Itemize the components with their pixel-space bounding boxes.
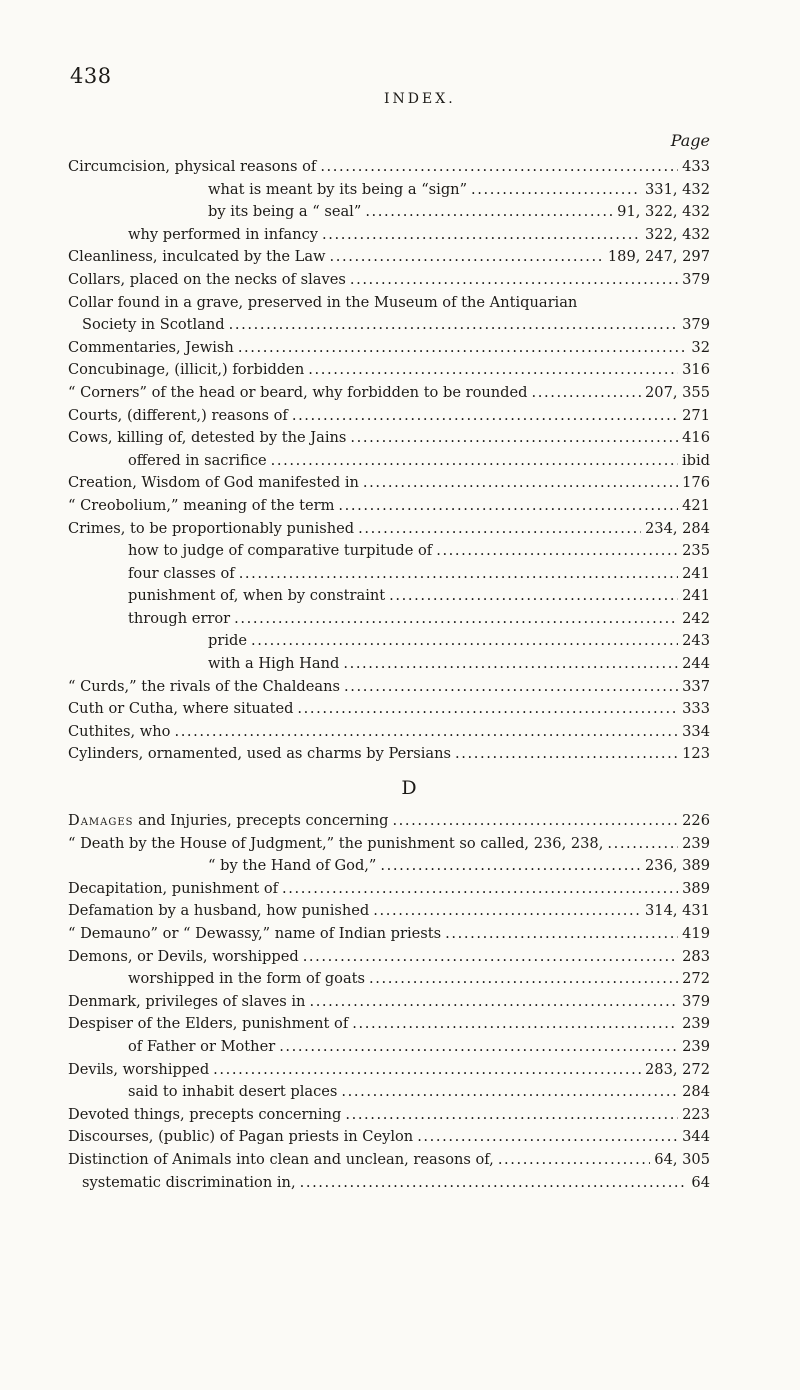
entry-pages: 334: [682, 722, 710, 740]
leader-dots: [297, 698, 678, 721]
section-c: [68, 156, 710, 766]
entry-text: Distinction of Animals into clean and unclean, reasons of,: [68, 1150, 494, 1168]
leader-dots: [309, 991, 678, 1014]
entry-text: Cleanliness, inculcated by the Law: [68, 248, 326, 266]
running-head: INDEX.: [384, 91, 456, 107]
entry-text: four classes of: [128, 564, 235, 582]
leader-dots: [373, 900, 641, 923]
index-entry: [68, 878, 710, 901]
leader-dots: [607, 833, 678, 856]
entry-text: Devils, worshipped: [68, 1060, 210, 1078]
leader-dots: [350, 269, 678, 292]
entry-text: Demons, or Devils, worshipped: [68, 947, 299, 965]
entry-pages: 283, 272: [645, 1060, 710, 1078]
leader-dots: [350, 427, 678, 450]
entry-text: Cows, killing of, detested by the Jains: [68, 429, 347, 447]
entry-text: pride: [208, 632, 247, 650]
index-entry: [68, 495, 710, 518]
entry-text: “ Creobolium,” meaning of the term: [68, 496, 335, 514]
entry-text: what is meant by its being a “sign”: [208, 180, 468, 198]
entry-pages: 239: [682, 1037, 710, 1055]
entry-pages: 379: [682, 992, 710, 1010]
entry-pages: 32: [691, 338, 710, 356]
entry-pages: 64: [691, 1173, 710, 1191]
leader-dots: [389, 585, 678, 608]
leader-dots: [292, 405, 678, 428]
index-entry: [68, 1059, 710, 1082]
index-entries: [68, 156, 710, 1194]
index-entry: [68, 968, 710, 991]
index-entry: [68, 427, 710, 450]
entry-text: how to judge of comparative turpitude of: [128, 542, 433, 560]
index-entry: [68, 1104, 710, 1127]
index-entry: [68, 246, 710, 269]
index-entry: [68, 292, 710, 315]
entry-pages: 64, 305: [654, 1150, 710, 1168]
leader-dots: [343, 653, 678, 676]
section-letter-d: D: [401, 777, 417, 800]
entry-head-word: Damages: [68, 812, 134, 830]
leader-dots: [531, 382, 641, 405]
index-entry: [68, 1172, 710, 1195]
entry-text: said to inhabit desert places: [128, 1083, 338, 1101]
leader-dots: [234, 608, 678, 631]
entry-text: Cuth or Cutha, where situated: [68, 700, 294, 718]
entry-text: Decapitation, punishment of: [68, 879, 279, 897]
index-entry: [68, 201, 710, 224]
entry-pages: 389: [682, 879, 710, 897]
entry-text: of Father or Mother: [128, 1037, 276, 1055]
entry-pages: 379: [682, 316, 710, 334]
entry-pages: 223: [682, 1105, 710, 1123]
entry-pages: 241: [682, 564, 710, 582]
leader-dots: [365, 201, 613, 224]
entry-pages: 314, 431: [645, 902, 710, 920]
entry-pages: 244: [682, 655, 710, 673]
index-entry: [68, 630, 710, 653]
leader-dots: [282, 878, 678, 901]
entry-text: Cylinders, ornamented, used as charms by Persians: [68, 745, 452, 763]
entry-text: Defamation by a husband, how punished: [68, 902, 370, 920]
entry-text: Society in Scotland: [82, 316, 225, 334]
entry-text: through error: [128, 609, 231, 627]
entry-pages: 242: [682, 609, 710, 627]
leader-dots: [320, 156, 678, 179]
index-entry: [68, 337, 710, 360]
leader-dots: [174, 721, 678, 744]
entry-pages: 337: [682, 677, 710, 695]
entry-pages: 272: [682, 970, 710, 988]
entry-text: Collar found in a grave, preserved in the Museum of the Antiquarian: [68, 293, 578, 311]
entry-text: Cuthites, who: [68, 722, 171, 740]
leader-dots: [341, 1081, 678, 1104]
index-entry: [68, 156, 710, 179]
index-entry: [68, 563, 710, 586]
index-entry: [68, 179, 710, 202]
entry-text: Denmark, privileges of slaves in: [68, 992, 306, 1010]
leader-dots: [322, 224, 641, 247]
entry-text: Devoted things, precepts concerning: [68, 1105, 342, 1123]
entry-pages: 235: [682, 542, 710, 560]
leader-dots: [239, 563, 678, 586]
index-entry: [68, 721, 710, 744]
index-entry: [68, 359, 710, 382]
entry-pages: 236, 389: [645, 857, 710, 875]
index-entry: [68, 1126, 710, 1149]
entry-text: systematic discrimination in,: [82, 1173, 296, 1191]
index-entry: [68, 540, 710, 563]
entry-pages: 316: [682, 361, 710, 379]
entry-pages: 379: [682, 270, 710, 288]
leader-dots: [279, 1036, 678, 1059]
entry-pages: 416: [682, 429, 710, 447]
leader-dots: [330, 246, 604, 269]
entry-text: “ Curds,” the rivals of the Chaldeans: [68, 677, 341, 695]
index-entry: [68, 698, 710, 721]
entry-pages: 344: [682, 1128, 710, 1146]
leader-dots: [303, 946, 678, 969]
entry-text: worshipped in the form of goats: [128, 970, 366, 988]
index-entry: [68, 608, 710, 631]
entry-text: “ Death by the House of Judgment,” the punishment so called, 236, 238,: [68, 834, 604, 852]
index-entry: [68, 653, 710, 676]
entry-pages: ibid: [681, 451, 710, 469]
entry-pages: 331, 432: [645, 180, 710, 198]
entry-pages: 234, 284: [645, 519, 710, 537]
leader-dots: [300, 1172, 688, 1195]
entry-text: Creation, Wisdom of God manifested in: [68, 474, 359, 492]
entry-pages: 176: [682, 474, 710, 492]
index-entry: [68, 923, 710, 946]
index-entry: [68, 833, 710, 856]
index-entry: [68, 946, 710, 969]
page-number: 438: [70, 64, 112, 88]
index-entry: [68, 900, 710, 923]
entry-pages: 241: [682, 587, 710, 605]
index-entry: [68, 224, 710, 247]
leader-dots: [213, 1059, 641, 1082]
index-entry: [68, 676, 710, 699]
entry-pages: 283: [682, 947, 710, 965]
leader-dots: [358, 518, 641, 541]
entry-text: offered in sacrifice: [128, 451, 267, 469]
entry-text: punishment of, when by constraint: [128, 587, 386, 605]
leader-dots: [455, 743, 678, 766]
index-entry: [68, 314, 710, 337]
section-d: [68, 833, 710, 1195]
entry-pages: 123: [682, 745, 710, 763]
index-entry: [68, 855, 710, 878]
leader-dots: [380, 855, 641, 878]
page-column-label: Page: [670, 131, 710, 150]
entry-text: Crimes, to be proportionably punished: [68, 519, 355, 537]
entry-text: Despiser of the Elders, punishment of: [68, 1015, 349, 1033]
leader-dots: [417, 1126, 678, 1149]
entry-text: Courts, (different,) reasons of: [68, 406, 288, 424]
entry-text: Concubinage, (illicit,) forbidden: [68, 361, 305, 379]
entry-pages: 333: [682, 700, 710, 718]
entry-text: “ Corners” of the head or beard, why forbidden to be rounded: [68, 383, 528, 401]
entry-pages: 207, 355: [645, 383, 710, 401]
entry-text: Collars, placed on the necks of slaves: [68, 270, 346, 288]
entry-pages: 322, 432: [645, 225, 710, 243]
index-entry: [68, 450, 710, 473]
leader-dots: [369, 968, 678, 991]
entry-text-rest: and Injuries, precepts concerning: [133, 812, 389, 830]
leader-dots: [363, 472, 678, 495]
entry-pages: 421: [682, 496, 710, 514]
entry-text: Discourses, (public) of Pagan priests in Ceylon: [68, 1128, 414, 1146]
entry-pages: 433: [682, 158, 710, 175]
leader-dots: [344, 676, 678, 699]
leader-dots: [308, 359, 678, 382]
entry-pages: 419: [682, 925, 710, 942]
index-entry: [68, 472, 710, 495]
index-entry: [68, 269, 710, 292]
entry-pages: 189, 247, 297: [607, 248, 710, 266]
leader-dots: [352, 1013, 678, 1036]
leader-dots: [229, 314, 678, 337]
entry-pages: 271: [682, 406, 710, 424]
entry-text: “ Demauno” or “ Dewassy,” name of Indian priests: [68, 925, 442, 942]
index-entry: [68, 1013, 710, 1036]
entry-pages: 239: [682, 834, 710, 852]
entry-text: Circumcision, physical reasons of: [68, 158, 317, 175]
leader-dots: [271, 450, 678, 473]
leader-dots: [471, 179, 641, 202]
index-entry: [68, 585, 710, 608]
entry-text: [68, 810, 388, 833]
leader-dots: [238, 337, 688, 360]
leader-dots: [392, 810, 678, 833]
entry-pages: 239: [682, 1015, 710, 1033]
leader-dots: [338, 495, 678, 518]
index-entry: [68, 991, 710, 1014]
entry-pages: 226: [682, 812, 710, 830]
entry-text: by its being a “ seal”: [208, 203, 362, 221]
entry-pages: 284: [682, 1083, 710, 1101]
entry-pages: 91, 322, 432: [617, 203, 710, 221]
entry-text: why performed in infancy: [128, 225, 319, 243]
entry-text: “ by the Hand of God,”: [208, 857, 377, 875]
index-entry: [68, 1149, 710, 1172]
leader-dots: [498, 1149, 650, 1172]
entry-text: with a High Hand: [208, 655, 340, 673]
entry-text: Commentaries, Jewish: [68, 338, 234, 356]
index-entry: [68, 405, 710, 428]
index-entry: [68, 1036, 710, 1059]
leader-dots: [251, 630, 678, 653]
index-entry: [68, 810, 710, 833]
entry-pages: 243: [682, 632, 710, 650]
index-entry: [68, 382, 710, 405]
leader-dots: [445, 923, 678, 946]
index-entry: [68, 1081, 710, 1104]
leader-dots: [436, 540, 678, 563]
index-entry: [68, 518, 710, 541]
index-entry: [68, 743, 710, 766]
leader-dots: [345, 1104, 678, 1127]
